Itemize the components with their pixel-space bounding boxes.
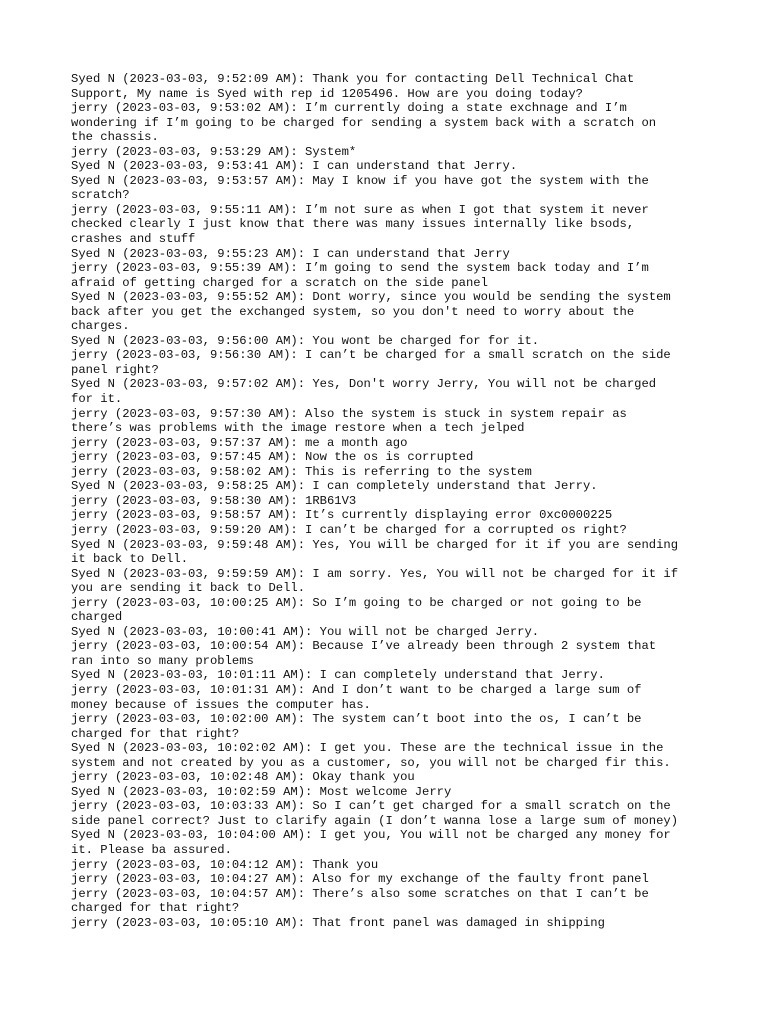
transcript-line: Syed N (2023-03-03, 10:02:59 AM): Most welcome Jerry [71,784,452,799]
transcript-line: wondering if I’m going to be charged for sending a system back with a scratch on [71,115,657,130]
transcript-line: Syed N (2023-03-03, 10:00:41 AM): You will not be charged Jerry. [71,624,540,639]
transcript-line: Syed N (2023-03-03, 9:57:02 AM): Yes, Don't worry Jerry, You will not be charged [71,377,657,392]
transcript-line: it back to Dell. [71,552,189,567]
transcript-line: system and not created by you as a customer, so, you will not be charged fir this. [71,755,671,770]
transcript-line: charges. [71,319,130,334]
transcript-line: Syed N (2023-03-03, 10:01:11 AM): I can completely understand that Jerry. [71,668,605,683]
transcript-line: jerry (2023-03-03, 10:00:25 AM): So I’m going to be charged or not going to be [71,595,642,610]
transcript-line: jerry (2023-03-03, 10:05:10 AM): That front panel was damaged in shipping [71,915,605,930]
transcript-line: it. Please ba assured. [71,842,232,857]
transcript-line: crashes and stuff [71,232,196,247]
transcript-line: there’s was problems with the image restore when a tech jelped [71,421,525,436]
transcript-line: money because of issues the computer has. [71,697,371,712]
transcript-line: jerry (2023-03-03, 9:57:45 AM): Now the os is corrupted [71,450,474,465]
transcript-line: Syed N (2023-03-03, 9:52:09 AM): Thank you for contacting Dell Technical Chat [71,72,635,86]
transcript-line: Syed N (2023-03-03, 9:56:00 AM): You wont be charged for for it. [71,333,540,348]
transcript-line: jerry (2023-03-03, 9:58:30 AM): 1RB61V3 [71,493,357,508]
transcript-line: checked clearly I just know that there was many issues internally like bsods, [71,217,635,232]
transcript-line: side panel correct? Just to clarify again (I don’t wanna lose a large sum of money) [71,813,679,828]
transcript-line: charged for that right? [71,726,240,741]
transcript-line: Syed N (2023-03-03, 10:04:00 AM): I get you, You will not be charged any money for [71,828,671,843]
transcript-line: jerry (2023-03-03, 9:56:30 AM): I can’t be charged for a small scratch on the side [71,348,671,363]
transcript-line: jerry (2023-03-03, 9:58:57 AM): It’s currently displaying error 0xc0000225 [71,508,613,523]
transcript-line: Syed N (2023-03-03, 9:58:25 AM): I can completely understand that Jerry. [71,479,598,494]
transcript-line: jerry (2023-03-03, 10:04:57 AM): There’s also some scratches on that I can’t be [71,886,649,901]
transcript-line: Syed N (2023-03-03, 9:55:23 AM): I can understand that Jerry [71,246,510,261]
transcript-line: jerry (2023-03-03, 9:55:39 AM): I’m going to send the system back today and I’m [71,261,649,276]
transcript-line: Syed N (2023-03-03, 9:55:52 AM): Dont worry, since you would be sending the system [71,290,671,305]
transcript-line: jerry (2023-03-03, 10:03:33 AM): So I can’t get charged for a small scratch on the [71,799,671,814]
transcript-line: Support, My name is Syed with rep id 1205496. How are you doing today? [71,86,583,101]
transcript-line: you are sending it back to Dell. [71,581,306,596]
chat-transcript [71,72,711,930]
transcript-line: jerry (2023-03-03, 9:53:29 AM): System* [71,144,357,159]
transcript-line: jerry (2023-03-03, 9:55:11 AM): I’m not sure as when I got that system it never [71,202,649,217]
transcript-line: afraid of getting charged for a scratch on the side panel [71,275,488,290]
transcript-line: ran into so many problems [71,653,254,668]
transcript-line: jerry (2023-03-03, 10:00:54 AM): Because I’ve already been through 2 system that [71,639,657,654]
transcript-line: jerry (2023-03-03, 10:04:27 AM): Also for my exchange of the faulty front panel [71,872,649,887]
transcript-line: charged [71,610,123,625]
transcript-line: Syed N (2023-03-03, 9:59:59 AM): I am sorry. Yes, You will not be charged for it if [71,566,679,581]
transcript-line: scratch? [71,188,130,203]
transcript-line: Syed N (2023-03-03, 10:02:02 AM): I get you. These are the technical issue in the [71,741,664,756]
transcript-line: jerry (2023-03-03, 9:58:02 AM): This is referring to the system [71,464,532,479]
transcript-line: back after you get the exchanged system, so you don't need to worry about the [71,304,635,319]
transcript-line: jerry (2023-03-03, 9:57:37 AM): me a month ago [71,435,408,450]
transcript-line: jerry (2023-03-03, 9:59:20 AM): I can’t be charged for a corrupted os right? [71,522,627,537]
transcript-line: jerry (2023-03-03, 10:01:31 AM): And I don’t want to be charged a large sum of [71,682,642,697]
transcript-line: panel right? [71,362,159,377]
transcript-line: Syed N (2023-03-03, 9:53:41 AM): I can understand that Jerry. [71,159,518,174]
transcript-line: the chassis. [71,130,159,145]
transcript-line: jerry (2023-03-03, 9:57:30 AM): Also the system is stuck in system repair as [71,406,627,421]
transcript-line: jerry (2023-03-03, 10:02:00 AM): The system can’t boot into the os, I can’t be [71,712,642,727]
transcript-line: Syed N (2023-03-03, 9:59:48 AM): Yes, You will be charged for it if you are sending [71,537,679,552]
transcript-line: charged for that right? [71,901,240,916]
transcript-line: jerry (2023-03-03, 9:53:02 AM): I’m currently doing a state exchnage and I’m [71,101,627,116]
transcript-line: jerry (2023-03-03, 10:02:48 AM): Okay thank you [71,770,415,785]
transcript-line: for it. [71,392,123,407]
transcript-line: Syed N (2023-03-03, 9:53:57 AM): May I know if you have got the system with the [71,173,649,188]
transcript-line: jerry (2023-03-03, 10:04:12 AM): Thank you [71,857,379,872]
